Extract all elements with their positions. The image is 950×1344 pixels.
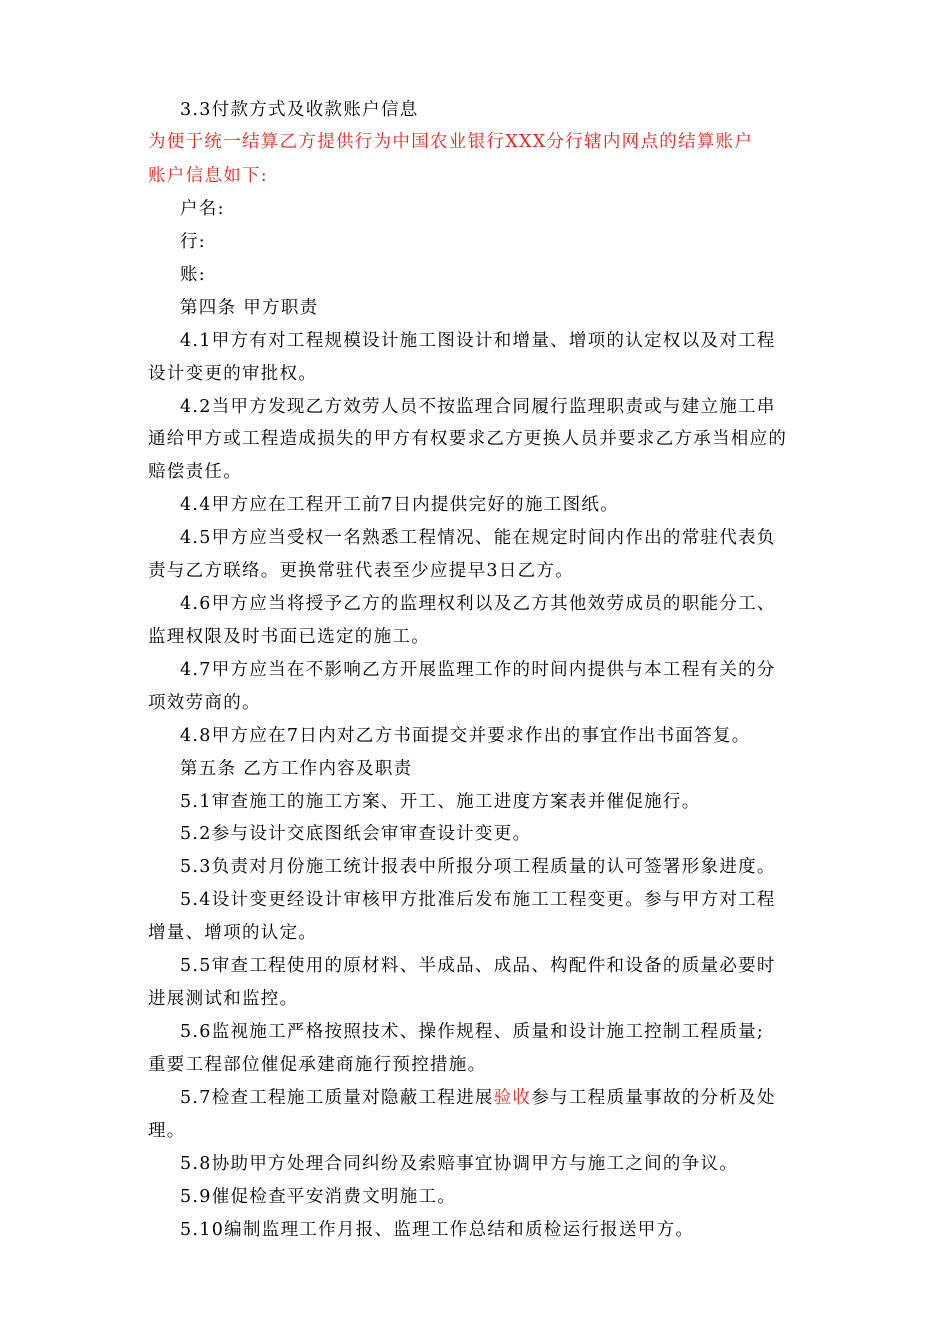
paragraph-line: 监理权限及时书面已选定的施工。 (148, 627, 430, 647)
paragraph-line: 设计变更的审批权。 (148, 364, 318, 384)
highlighted-word: 验收 (493, 1088, 532, 1108)
paragraph-line: 重要工程部位催促承建商施行预控措施。 (148, 1055, 487, 1075)
paragraph-text: 参与工程质量事故的分析及处 (531, 1088, 776, 1108)
paragraph-line: 5.9催促检查平安消费文明施工。 (180, 1187, 457, 1207)
paragraph-line: 进展测试和监控。 (148, 989, 299, 1009)
paragraph-line: 4.2当甲方发现乙方效劳人员不按监理合同履行监理职责或与建立施工串 (180, 397, 776, 417)
paragraph-line: 增量、增项的认定。 (148, 923, 318, 943)
paragraph-line: 5.2参与设计交底图纸会审审查设计变更。 (180, 824, 532, 844)
paragraph-line: 4.4甲方应在工程开工前7日内提供完好的施工图纸。 (180, 495, 619, 515)
paragraph-line: 5.6监视施工严格按照技术、操作规程、质量和设计施工控制工程质量; (180, 1022, 765, 1042)
account-name-label: 户名: (180, 199, 225, 219)
paragraph-line: 理。 (148, 1121, 186, 1141)
paragraph-line: 责与乙方联络。更换常驻代表至少应提早3日乙方。 (148, 561, 575, 581)
paragraph-line: 赔偿责任。 (148, 462, 242, 482)
paragraph-line: 5.8协助甲方处理合同纠纷及索赔事宜协调甲方与施工之间的争议。 (180, 1154, 739, 1174)
paragraph-line: 4.5甲方应当受权一名熟悉工程情况、能在规定时间内作出的常驻代表负 (180, 528, 776, 548)
highlighted-text: 为便于统一结算乙方提供行为中国农业银行XXX分行辖内网点的结算账户 (148, 132, 754, 152)
paragraph-line: 4.6甲方应当将授予乙方的监理权利以及乙方其他效劳成员的职能分工、 (180, 594, 776, 614)
paragraph-line: 4.7甲方应当在不影响乙方开展监理工作的时间内提供与本工程有关的分 (180, 660, 776, 680)
paragraph-text: 5.7检查工程施工质量对隐蔽工程进展 (180, 1088, 494, 1108)
paragraph-line: 4.1甲方有对工程规模设计施工图设计和增量、增项的认定权以及对工程 (180, 331, 776, 351)
paragraph-line: 4.8甲方应在7日内对乙方书面提交并要求作出的事宜作出书面答复。 (180, 726, 751, 746)
paragraph-line (180, 1086, 776, 1110)
paragraph-line: 5.5审查工程使用的原材料、半成品、成品、构配件和设备的质量必要时 (180, 956, 776, 976)
bank-label: 行: (180, 232, 206, 252)
paragraph-line: 5.3负责对月份施工统计报表中所报分项工程质量的认可签署形象进度。 (180, 857, 776, 877)
highlighted-text: 账户信息如下: (148, 166, 268, 186)
paragraph-line: 项效劳商的。 (148, 693, 261, 713)
paragraph-line: 通给甲方或工程造成损失的甲方有权要求乙方更换人员并要求乙方承当相应的 (148, 429, 788, 449)
section-heading-3-3: 3.3付款方式及收款账户信息 (180, 100, 419, 120)
paragraph-line: 5.1审查施工的施工方案、开工、施工进度方案表并催促施行。 (180, 792, 701, 812)
article-5-heading: 第五条 乙方工作内容及职责 (180, 759, 413, 779)
account-number-label: 账: (180, 265, 206, 285)
paragraph-line: 5.4设计变更经设计审核甲方批准后发布施工工程变更。参与甲方对工程 (180, 890, 776, 910)
article-4-heading: 第四条 甲方职责 (180, 298, 319, 318)
paragraph-line: 5.10编制监理工作月报、监理工作总结和质检运行报送甲方。 (180, 1220, 695, 1240)
